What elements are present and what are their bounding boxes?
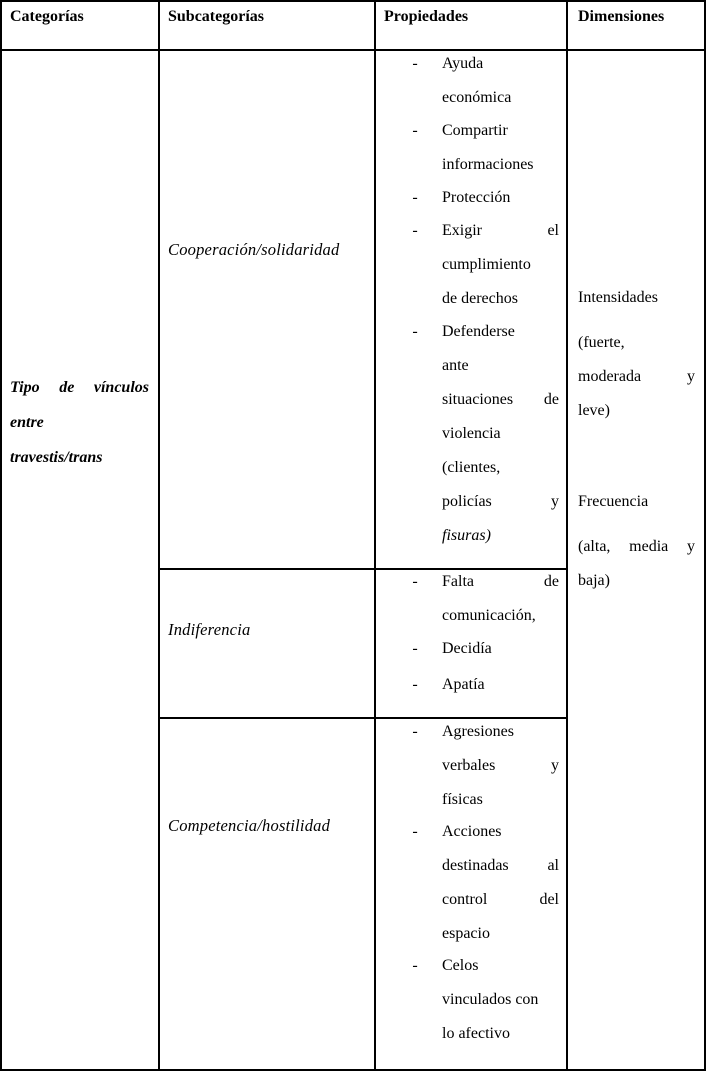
property-line: Acciones	[442, 823, 502, 840]
property-line: Falta de	[442, 573, 559, 590]
category-line: entre	[10, 414, 44, 431]
property-agresiones	[442, 723, 559, 825]
property-line: lo afectivo	[442, 1025, 510, 1042]
bullet-dash: -	[412, 222, 418, 239]
bullet-dash: -	[412, 55, 418, 72]
property-line: policías y	[442, 493, 559, 510]
col-divider-1	[158, 0, 160, 1071]
property-line: económica	[442, 89, 512, 106]
category-line: travestis/trans	[10, 449, 103, 466]
bullet-dash: -	[412, 676, 418, 693]
property-line: Agresiones	[442, 723, 514, 740]
property-line: cumplimiento	[442, 256, 531, 273]
property-celos	[442, 957, 559, 1059]
property-line: vinculados con	[442, 991, 539, 1008]
property-line: Compartir	[442, 122, 508, 139]
property-line: Protección	[442, 189, 511, 206]
bullet-dash: -	[412, 823, 418, 840]
bullet-dash: -	[412, 640, 418, 657]
category-cell	[10, 379, 149, 467]
property-decidia	[442, 640, 559, 674]
header-categorias: Categorías	[10, 8, 84, 25]
property-line: Defenderse	[442, 323, 515, 340]
property-line: Apatía	[442, 676, 485, 693]
property-line: Celos	[442, 957, 479, 974]
property-line: Ayuda	[442, 55, 484, 72]
dimension-line: (alta, media y	[578, 538, 695, 555]
bullet-dash: -	[412, 573, 418, 590]
row-divider-2	[158, 717, 568, 719]
header-subcategorias: Subcategorías	[168, 8, 264, 25]
col-divider-2	[374, 0, 376, 1071]
category-line: Tipo de vínculos	[10, 379, 149, 396]
bullet-dash: -	[412, 957, 418, 974]
property-line: comunicación,	[442, 607, 536, 624]
bullet-dash: -	[412, 723, 418, 740]
property-ayuda	[442, 55, 559, 123]
property-acciones	[442, 823, 559, 959]
dimension-intensidades	[578, 289, 695, 436]
property-line: violencia	[442, 425, 501, 442]
dimension-line: baja)	[578, 572, 610, 589]
property-falta	[442, 573, 559, 641]
bullet-dash: -	[412, 189, 418, 206]
bullet-dash: -	[412, 323, 418, 340]
property-line: destinadas al	[442, 857, 559, 874]
header-divider	[0, 49, 706, 51]
table-border-left	[0, 0, 2, 1071]
dimension-line: leve)	[578, 402, 610, 419]
property-line: espacio	[442, 925, 490, 942]
property-line: situaciones de	[442, 391, 559, 408]
property-line: fisuras)	[442, 527, 491, 544]
property-line: verbales y	[442, 757, 559, 774]
dimension-title: Frecuencia	[578, 493, 649, 510]
subcategory-indiferencia: Indiferencia	[168, 620, 251, 639]
dimension-title: Intensidades	[578, 289, 658, 306]
table-border-bottom	[0, 1069, 706, 1071]
dimension-line: (fuerte,	[578, 334, 625, 351]
subcategory-competencia: Competencia/hostilidad	[168, 816, 331, 835]
table-border-top	[0, 0, 706, 2]
property-line: (clientes,	[442, 459, 501, 476]
header-propiedades: Propiedades	[384, 8, 469, 25]
property-exigir	[442, 222, 559, 324]
bullet-dash: -	[412, 122, 418, 139]
property-line: Decidía	[442, 640, 492, 657]
property-line: Exigir el	[442, 222, 559, 239]
property-defenderse	[442, 323, 559, 561]
property-line: de derechos	[442, 290, 518, 307]
property-apatia	[442, 676, 559, 710]
header-dimensiones: Dimensiones	[578, 8, 665, 25]
property-line: físicas	[442, 791, 483, 808]
dimension-frecuencia	[578, 493, 695, 606]
dimension-line: moderada y	[578, 368, 695, 385]
property-proteccion	[442, 189, 559, 223]
property-compartir	[442, 122, 559, 190]
property-line: ante	[442, 357, 469, 374]
property-line: informaciones	[442, 156, 534, 173]
subcategory-cooperacion: Cooperación/solidaridad	[168, 240, 340, 259]
row-divider-1	[158, 568, 568, 570]
col-divider-3	[566, 0, 568, 1071]
property-line: control del	[442, 891, 559, 908]
